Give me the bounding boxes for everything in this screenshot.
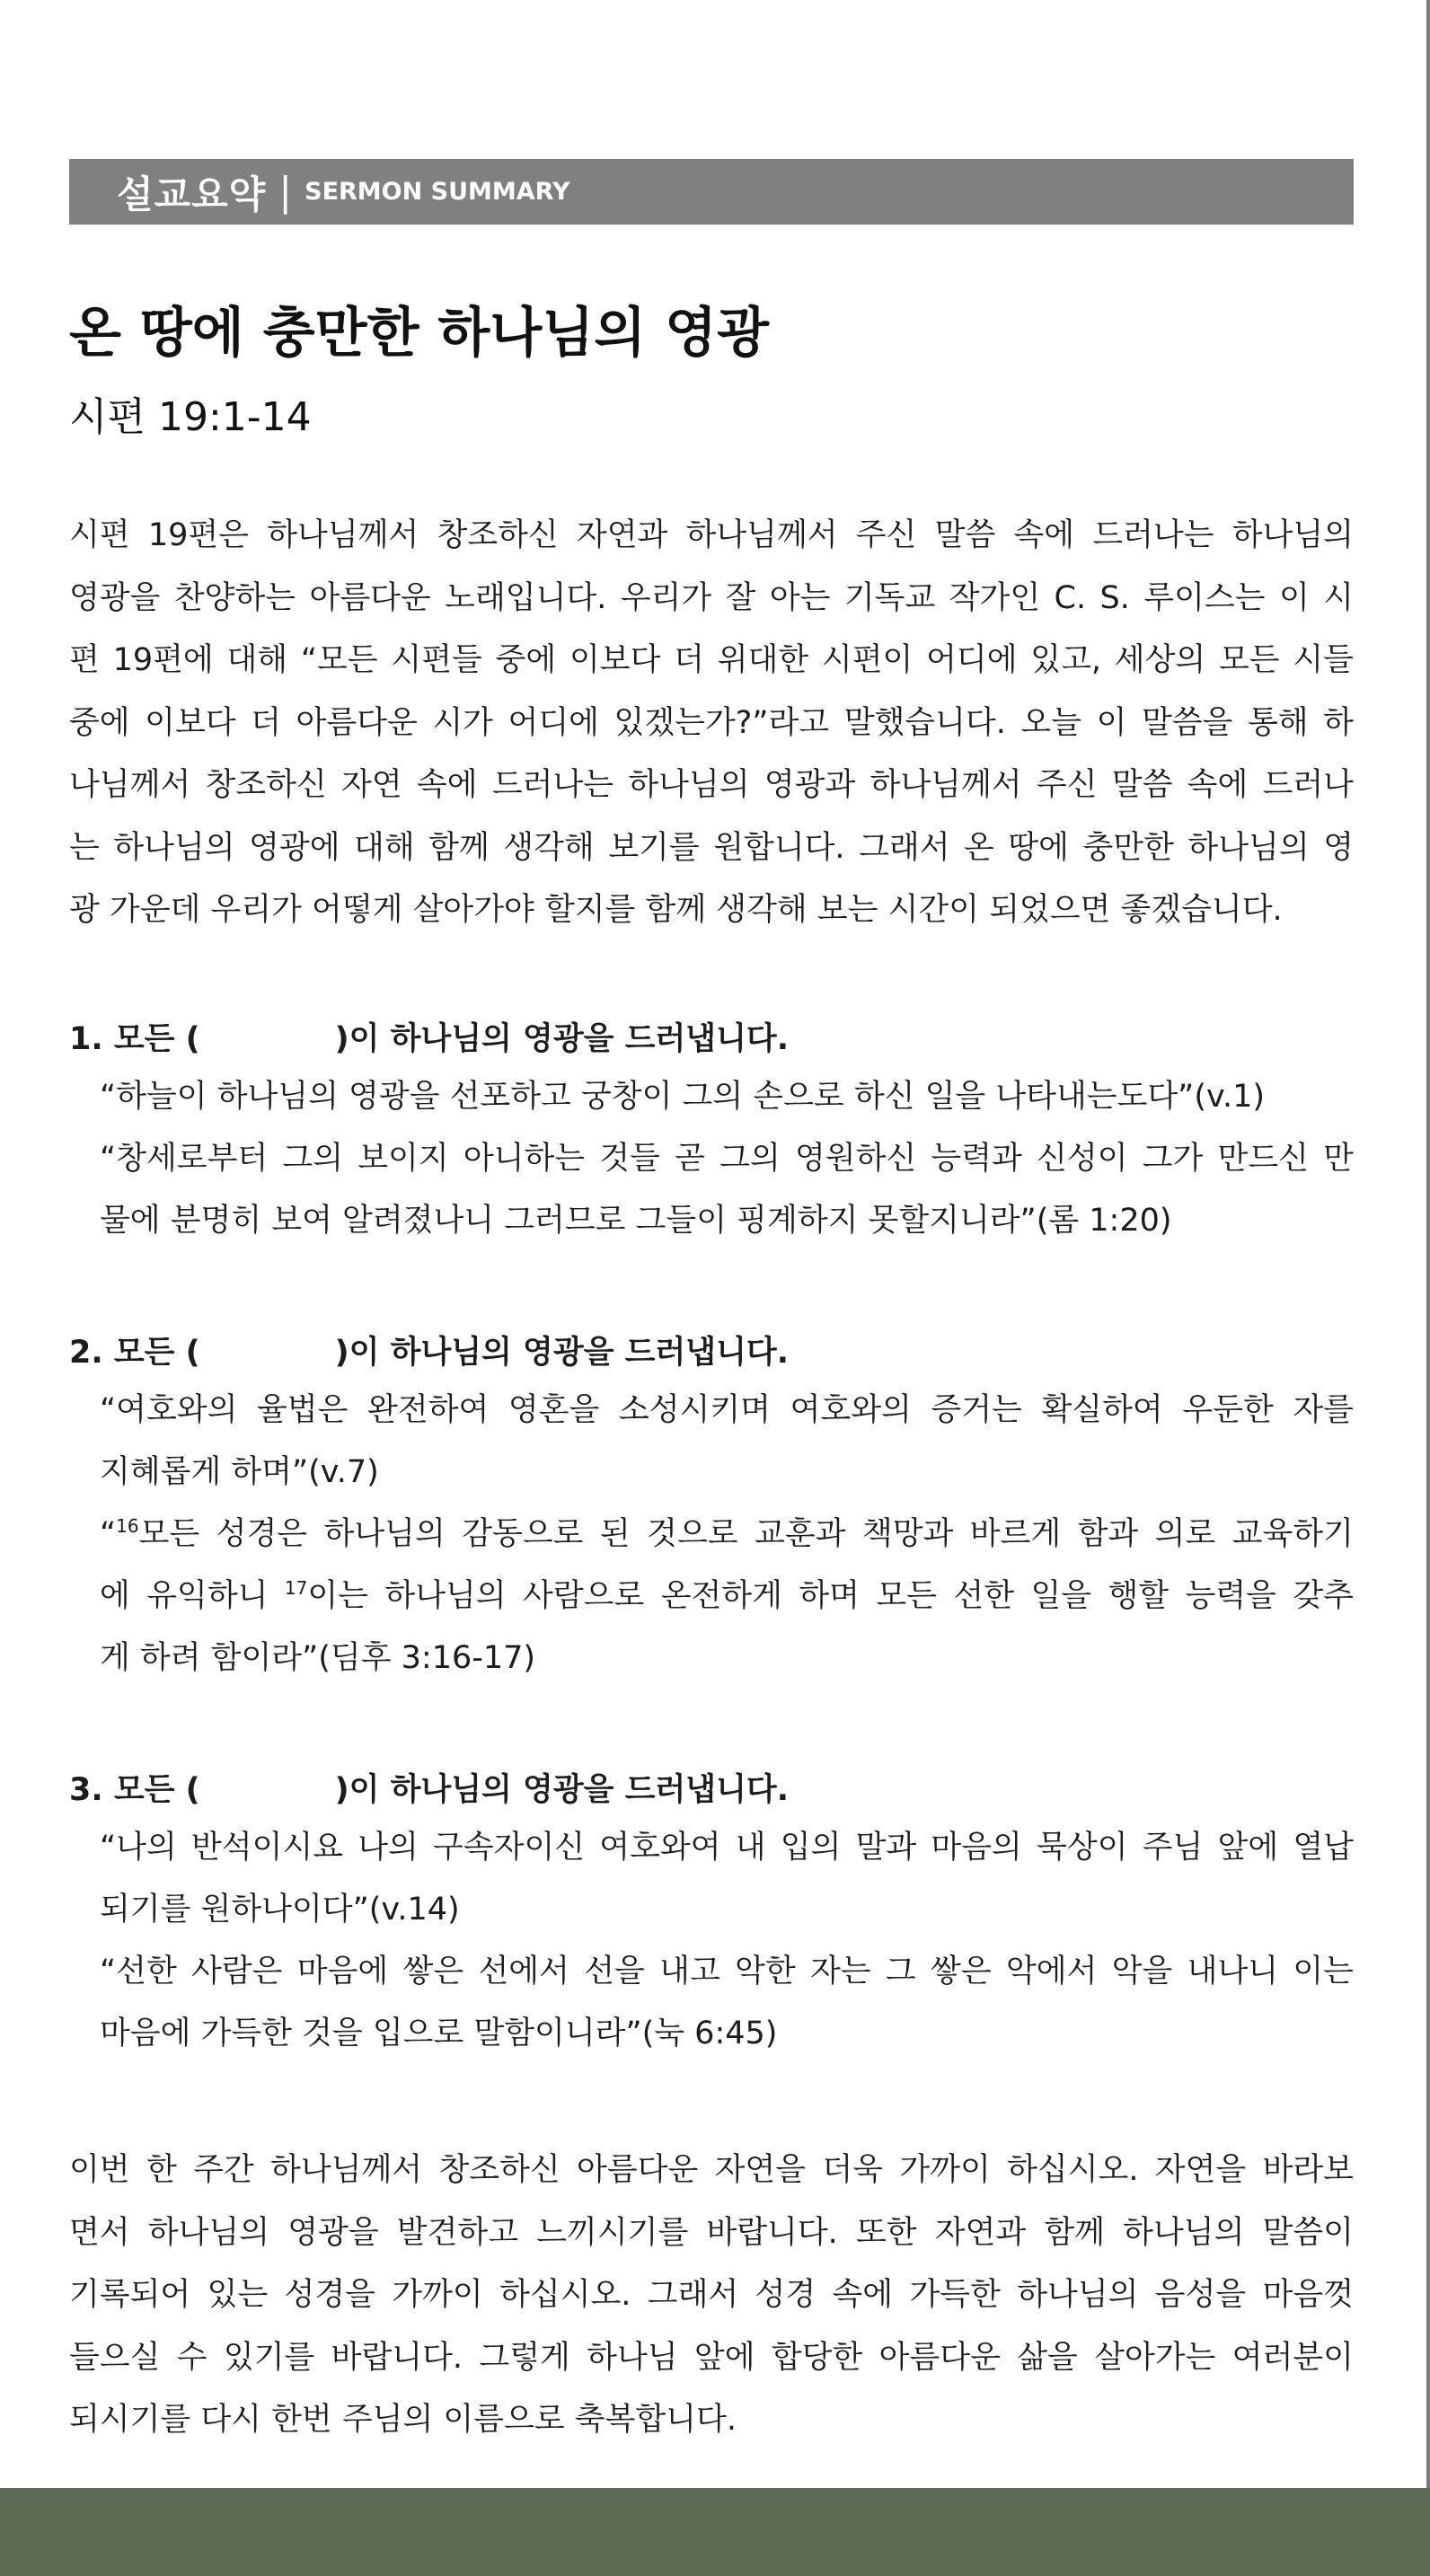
intro-line: 영광을 찬양하는 아름다운 노래입니다. 우리가 잘 아는 기독교 작가인 C. S. 루이스는 이 시 bbox=[69, 579, 1354, 616]
verse-line: “하늘이 하나님의 영광을 선포하고 궁창이 그의 손으로 하신 일을 나타내는도다”(v.1) bbox=[100, 1079, 1266, 1115]
point-heading-suffix: )이 하나님의 영광을 드러냅니다. bbox=[334, 1021, 790, 1057]
header-title-english: SERMON SUMMARY bbox=[305, 178, 570, 206]
intro-line: 는 하나님의 영광에 대해 함께 생각해 보기를 원합니다. 그래서 온 땅에 충만한 하나님의 영 bbox=[69, 829, 1354, 866]
closing-line: 면서 하나님의 영광을 발견하고 느끼시기를 바랍니다. 또한 자연과 함께 하나님의 말씀이 bbox=[69, 2214, 1354, 2251]
verse-line bbox=[100, 1566, 1354, 1628]
verse-line: 마음에 가득한 것을 입으로 말함이니라”(눅 6:45) bbox=[100, 2016, 778, 2051]
intro-line: 중에 이보다 더 아름다운 시가 어디에 있겠는가?”라고 말했습니다. 오늘 이 말씀을 통해 하 bbox=[69, 704, 1354, 741]
quote-open: “ bbox=[100, 1516, 117, 1552]
closing-line: 되시기를 다시 한번 주님의 이름으로 축복합니다. bbox=[69, 2402, 737, 2438]
point-2-verses bbox=[100, 1380, 1354, 1689]
point-2-heading bbox=[69, 1326, 1354, 1380]
point-heading-prefix: 1. 모든 ( bbox=[69, 1021, 200, 1057]
scripture-reference: 시편 19:1-14 bbox=[69, 394, 312, 440]
intro-line: 나님께서 창조하신 자연 속에 드러나는 하나님의 영광과 하나님께서 주신 말씀 속에 드러나 bbox=[69, 767, 1354, 803]
intro-line: 시편 19편은 하나님께서 창조하신 자연과 하나님께서 주신 말씀 속에 드러나는 하나님의 bbox=[69, 517, 1354, 553]
verse-line: “나의 반석이시요 나의 구속자이신 여호와여 내 입의 말과 마음의 묵상이 주님 앞에 열납 bbox=[100, 1830, 1354, 1866]
verse-line bbox=[100, 1504, 1354, 1566]
point-1-heading bbox=[69, 1012, 1354, 1066]
point-1-verses bbox=[100, 1066, 1354, 1252]
closing-line: 들으실 수 있기를 바랍니다. 그렇게 하나님 앞에 합당한 아름다운 삶을 살아가는 여러분이 bbox=[69, 2339, 1354, 2376]
verse-17-text: 이는 하나님의 사람으로 온전하게 하며 모든 선한 일을 행할 능력을 갖추 bbox=[307, 1578, 1354, 1614]
point-heading-suffix: )이 하나님의 영광을 드러냅니다. bbox=[334, 1335, 790, 1371]
point-heading-suffix: )이 하나님의 영광을 드러냅니다. bbox=[334, 1772, 790, 1808]
point-heading-prefix: 2. 모든 ( bbox=[69, 1335, 200, 1371]
header-separator: | bbox=[278, 169, 293, 215]
point-1 bbox=[69, 1012, 1354, 1252]
verse-number-16: 16 bbox=[116, 1515, 139, 1537]
point-heading-prefix: 3. 모든 ( bbox=[69, 1772, 200, 1808]
intro-paragraph bbox=[69, 505, 1354, 942]
page-edge-rule bbox=[1426, 0, 1430, 2576]
point-3 bbox=[69, 1763, 1354, 2065]
footer-band bbox=[0, 2488, 1430, 2576]
point-3-heading bbox=[69, 1763, 1354, 1817]
verse-line: 물에 분명히 보여 알려졌나니 그러므로 그들이 핑계하지 못할지니라”(롬 1:20) bbox=[100, 1203, 1172, 1239]
closing-line: 기록되어 있는 성경을 가까이 하십시오. 그래서 성경 속에 가득한 하나님의 음성을 마음껏 bbox=[69, 2277, 1354, 2313]
verse-line: 되기를 원하나이다”(v.14) bbox=[100, 1892, 460, 1928]
verse-16-text: 모든 성경은 하나님의 감동으로 된 것으로 교훈과 책망과 바르게 함과 의로 교육하기 bbox=[138, 1516, 1354, 1552]
closing-paragraph bbox=[69, 2139, 1354, 2452]
verse-line: “여호와의 율법은 완전하여 영혼을 소성시키며 여호와의 증거는 확실하여 우둔한 자를 bbox=[100, 1392, 1354, 1428]
verse-16-continued: 에 유익하니 bbox=[100, 1578, 285, 1614]
verse-number-17: 17 bbox=[284, 1577, 308, 1599]
header-title-korean: 설교요약 bbox=[117, 172, 267, 216]
section-header-bar bbox=[69, 159, 1354, 225]
intro-line: 편 19편에 대해 “모든 시편들 중에 이보다 더 위대한 시편이 어디에 있고, 세상의 모든 시들 bbox=[69, 642, 1354, 678]
point-3-verses bbox=[100, 1817, 1354, 2065]
verse-line: “선한 사람은 마음에 쌓은 선에서 선을 내고 악한 자는 그 쌓은 악에서 악을 내나니 이는 bbox=[100, 1954, 1354, 1989]
verse-line: 지혜롭게 하며”(v.7) bbox=[100, 1454, 379, 1490]
intro-line: 광 가운데 우리가 어떻게 살아가야 할지를 함께 생각해 보는 시간이 되었으면 좋겠습니다. bbox=[69, 892, 1283, 928]
verse-line: 게 하려 함이라”(딤후 3:16-17) bbox=[100, 1640, 536, 1676]
closing-line: 이번 한 주간 하나님께서 창조하신 아름다운 자연을 더욱 가까이 하십시오. 자연을 바라보 bbox=[69, 2152, 1354, 2188]
point-2 bbox=[69, 1326, 1354, 1689]
sermon-title: 온 땅에 충만한 하나님의 영광 bbox=[69, 302, 770, 365]
verse-line: “창세로부터 그의 보이지 아니하는 것들 곧 그의 영원하신 능력과 신성이 그가 만드신 만 bbox=[100, 1141, 1354, 1177]
